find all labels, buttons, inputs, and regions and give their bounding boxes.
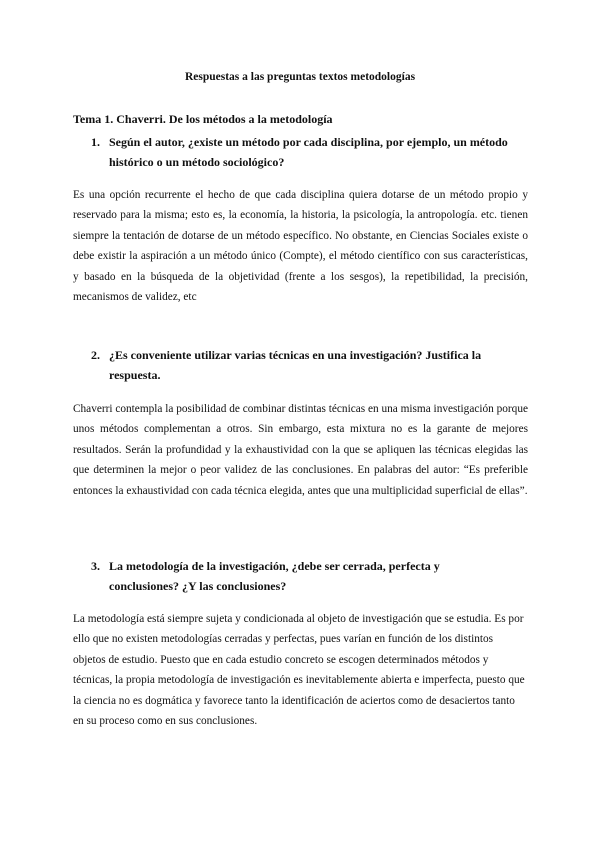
question-text: Según el autor, ¿existe un método por cada disciplina, por ejemplo, un método histórico o un método sociológico?	[109, 135, 508, 169]
answer-2: Chaverri contempla la posibilidad de combinar distintas técnicas en una misma investigación porque unos métodos complementan a otros. Sin embargo, esta mixtura no es la garante de mejores resultados. Serán la profundidad y la exhaustividad con la que se apliquen las técnicas elegidas las que determinen la mejor o peor validez de las conclusiones. En palabras del autor: “Es preferible entonces la exhaustividad con cada técnica elegida, antes que una multiplicidad superficial de ellas”.	[73, 403, 528, 497]
document-title: Respuestas a las preguntas textos metodologías	[184, 71, 416, 83]
question-number: 2.	[91, 348, 100, 362]
question-text: La metodología de la investigación, ¿debe ser cerrada, perfecta y conclusiones? ¿Y las conclusiones?	[109, 559, 440, 593]
answer-1: Es una opción recurrente el hecho de que cada disciplina quiera dotarse de un método propio y reservado para la misma; esto es, la economía, la historia, la psicología, la antropología. etc. tienen siempre la tentación de dotarse de un método específico. No obstante, en Ciencias Sociales existe o debe existir la aspiración a un método único (Compte), el método científico con sus características, y basado en la búsqueda de la objetividad (frente a los sesgos), la repetibilidad, la precisión, mecanismos de validez, etc	[73, 189, 528, 304]
question-2	[91, 345, 511, 385]
section-title: Tema 1. Chaverri. De los métodos a la metodología	[73, 112, 333, 126]
question-text: ¿Es conveniente utilizar varias técnicas en una investigación? Justifica la respuesta.	[109, 348, 482, 382]
question-number: 1.	[91, 135, 100, 149]
question-number: 3.	[91, 559, 100, 573]
question-3	[91, 556, 511, 596]
answer-3: La metodología está siempre sujeta y condicionada al objeto de investigación que se estudia. Es por ello que no existen metodologías cerradas y perfectas, pues varían en función de los distintos objetos de estudio. Puesto que en cada estudio concreto se escogen determinados métodos y técnicas, la propia metodología de investigación es inevitablemente abierta e imperfecta, puesto que la ciencia no es dogmática y favorece tanto la identificación de aciertos como de desaciertos tanto en su proceso como en sus conclusiones.	[73, 613, 525, 728]
question-1	[91, 132, 511, 172]
